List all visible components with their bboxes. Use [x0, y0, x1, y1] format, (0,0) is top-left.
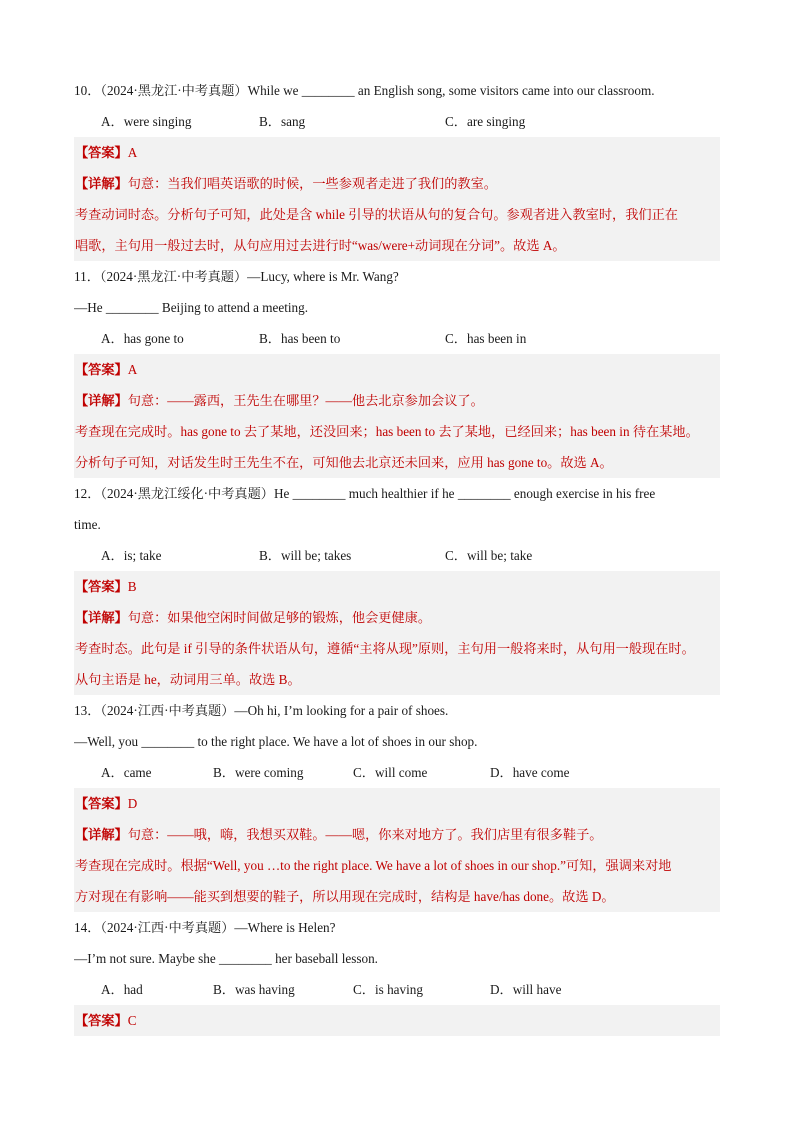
options-row	[74, 974, 720, 1005]
option-b: B．were coming	[213, 765, 304, 780]
options-row	[74, 540, 720, 571]
option-a: A．had	[101, 982, 143, 997]
options-row	[74, 323, 720, 354]
question-stem-line2: —Well, you ________ to the right place. We have a lot of shoes in our shop.	[74, 734, 478, 749]
explanation-line: 考查现在完成时。根据“Well, you …to the right place. We have a lot of shoes in our shop.”可知，强调来对地	[75, 858, 672, 873]
question-stem: 12．（2024·黑龙江绥化·中考真题）He ________ much healthier if he ________ enough exercise in his free	[74, 486, 656, 501]
option-d: D．will have	[490, 982, 562, 997]
document-content	[74, 75, 720, 1036]
explanation-line: 从句主语是 he，动词用三单。故选 B。	[75, 672, 301, 687]
explanation-line: 考查现在完成时。has gone to 去了某地，还没回来；has been to 去了某地，已经回来；has been in 待在某地。	[75, 424, 699, 439]
option-a: A．is; take	[101, 548, 162, 563]
question-stem-line2: —I’m not sure. Maybe she ________ her baseball lesson.	[74, 951, 378, 966]
answer-box	[74, 354, 720, 478]
detail-line: 【详解】句意：——哦，嗨，我想买双鞋。——嗯，你来对地方了。我们店里有很多鞋子。	[75, 827, 603, 842]
explanation-line: 方对现在有影响——能买到想要的鞋子，所以用现在完成时，结构是 have/has done。故选 D。	[75, 889, 615, 904]
options-row	[74, 106, 720, 137]
options-row	[74, 757, 720, 788]
answer-line: 【答案】A	[75, 145, 138, 160]
detail-line: 【详解】句意：当我们唱英语歌的时候，一些参观者走进了我们的教室。	[75, 176, 497, 191]
detail-line: 【详解】句意：如果他空闲时间做足够的锻炼，他会更健康。	[75, 610, 432, 625]
option-b: B．was having	[213, 982, 295, 997]
explanation-line: 考查时态。此句是 if 引导的条件状语从句，遵循“主将从现”原则，主句用一般将来时，从句用一般现在时。	[75, 641, 695, 656]
question-stem-line2: time.	[74, 517, 101, 532]
answer-box	[74, 1005, 720, 1036]
answer-line: 【答案】A	[75, 362, 138, 377]
option-c: C．is having	[353, 982, 423, 997]
option-a: A．came	[101, 765, 152, 780]
option-b: B．has been to	[259, 331, 341, 346]
option-a: A．were singing	[101, 114, 192, 129]
question-stem: 10．（2024·黑龙江·中考真题）While we ________ an English song, some visitors came into our classroom.	[74, 83, 655, 98]
explanation-line: 分析句子可知，对话发生时王先生不在，可知他去北京还未回来，应用 has gone to。故选 A。	[75, 455, 613, 470]
option-d: D．have come	[490, 765, 570, 780]
option-c: C．has been in	[445, 331, 527, 346]
question-stem: 11．（2024·黑龙江·中考真题）—Lucy, where is Mr. Wang?	[74, 269, 399, 284]
option-c: C．will come	[353, 765, 428, 780]
option-b: B．will be; takes	[259, 548, 352, 563]
answer-box	[74, 137, 720, 261]
answer-line: 【答案】D	[75, 796, 138, 811]
option-c: C．will be; take	[445, 548, 533, 563]
answer-line: 【答案】B	[75, 579, 137, 594]
question-stem: 14．（2024·江西·中考真题）—Where is Helen?	[74, 920, 336, 935]
answer-box	[74, 788, 720, 912]
option-c: C．are singing	[445, 114, 526, 129]
question-stem-line2: —He ________ Beijing to attend a meeting.	[74, 300, 309, 315]
option-b: B．sang	[259, 114, 306, 129]
explanation-line: 唱歌，主句用一般过去时，从句应用过去进行时“was/were+动词现在分词”。故选 A。	[75, 238, 566, 253]
option-a: A．has gone to	[101, 331, 184, 346]
explanation-line: 考查动词时态。分析句子可知，此处是含 while 引导的状语从句的复合句。参观者进入教室时，我们正在	[75, 207, 678, 222]
detail-line: 【详解】句意：——露西，王先生在哪里？——他去北京参加会议了。	[75, 393, 484, 408]
answer-box	[74, 571, 720, 695]
answer-line: 【答案】C	[75, 1013, 137, 1028]
question-stem: 13．（2024·江西·中考真题）—Oh hi, I’m looking for a pair of shoes.	[74, 703, 449, 718]
